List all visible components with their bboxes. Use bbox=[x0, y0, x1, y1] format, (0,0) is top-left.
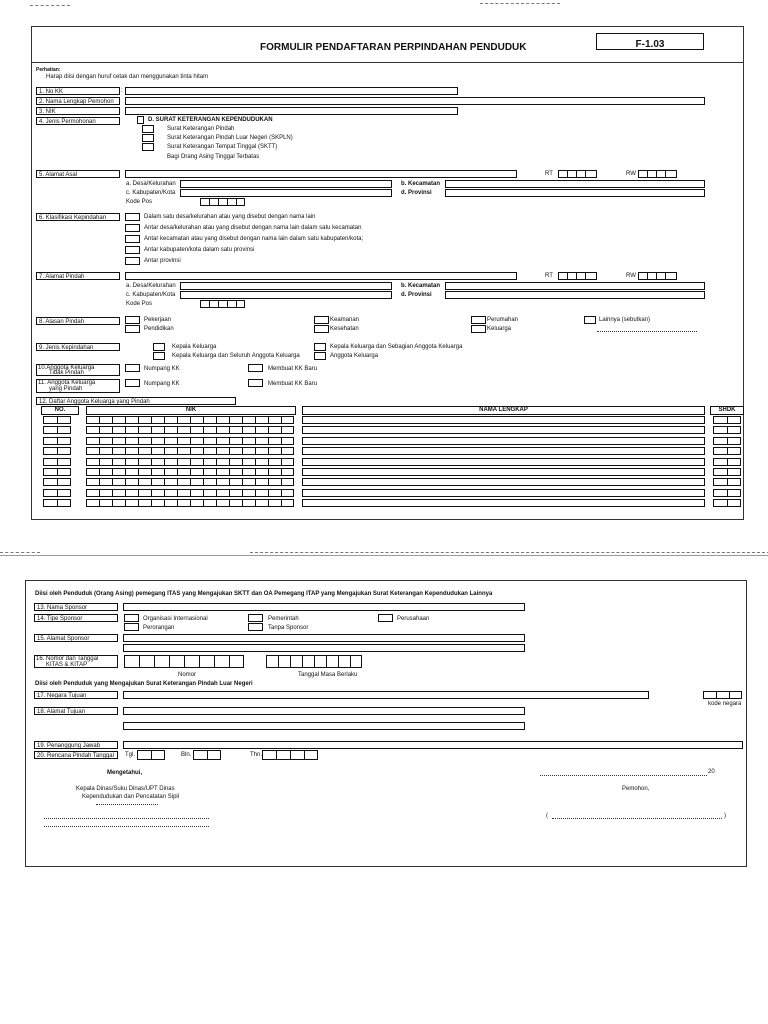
kitas-line1: 16. Nomor dan Tanggal bbox=[36, 656, 99, 662]
thn-label: Thn. bbox=[250, 752, 263, 758]
pemohon-signature-line[interactable] bbox=[552, 818, 722, 819]
row-nik-cells[interactable] bbox=[86, 468, 294, 476]
checkbox-kesehatan[interactable] bbox=[314, 325, 329, 333]
lainnya-line[interactable] bbox=[597, 331, 697, 332]
form-code-box bbox=[596, 33, 704, 50]
sponsor-tanpa: Tanpa Sponsor bbox=[268, 625, 309, 631]
checkbox-perorangan[interactable] bbox=[124, 623, 139, 631]
header-no bbox=[41, 406, 79, 415]
label-negara-tujuan: 17. Negara Tujuan bbox=[34, 691, 118, 699]
row-shdk-cells[interactable] bbox=[713, 426, 741, 434]
kecamatan-label: b. Kecamatan bbox=[401, 283, 441, 289]
row-shdk-cells[interactable] bbox=[713, 458, 741, 466]
desa-label: a. Desa/Kelurahan bbox=[126, 283, 176, 289]
kepindahan-kk-seluruh: Kepala Keluarga dan Seluruh Anggota Keluarga bbox=[172, 353, 300, 359]
tidak-pindah-baru: Membuat KK Baru bbox=[268, 366, 318, 372]
date-place-line[interactable] bbox=[540, 775, 707, 776]
label-alasan: 8. Alasan Pindah bbox=[36, 317, 120, 325]
kodepos-label: Kode Pos bbox=[126, 199, 153, 205]
kepindahan-anggota: Anggota Keluarga bbox=[330, 353, 379, 359]
nama-pemohon-field[interactable] bbox=[125, 97, 705, 105]
row-no-cells[interactable] bbox=[43, 499, 71, 507]
desa-label: a. Desa/Kelurahan bbox=[126, 181, 176, 187]
kode-negara-cells[interactable] bbox=[703, 691, 742, 699]
date-suffix: 20 bbox=[708, 769, 715, 775]
alasan-pendidikan: Pendidikan bbox=[144, 326, 174, 332]
kabupaten-asal-field[interactable] bbox=[180, 189, 392, 197]
sponsor-perusahaan: Perusahaan bbox=[397, 616, 430, 622]
row-no-cells[interactable] bbox=[43, 458, 71, 466]
anggota-pindah-line1: 11. Anggota Keluarga bbox=[38, 380, 96, 386]
checkbox-pendidikan[interactable] bbox=[125, 325, 140, 333]
section2-intro: Diisi oleh Penduduk (Orang Asing) pemegang ITAS yang Mengajukan SKTT dan OA Pemegang ITAP yang Mengajukan Surat Keterangan Kependudukan Lainnya bbox=[35, 591, 493, 597]
checkbox-lainnya[interactable] bbox=[584, 316, 596, 324]
row-no-cells[interactable] bbox=[43, 478, 71, 486]
provinsi-label: d. Provinsi bbox=[401, 190, 432, 196]
kecamatan-asal-field[interactable] bbox=[445, 180, 705, 188]
kecamatan-label: b. Kecamatan bbox=[401, 181, 441, 187]
row-no-cells[interactable] bbox=[43, 468, 71, 476]
row-name-field[interactable] bbox=[302, 426, 705, 434]
header-nik bbox=[86, 406, 296, 415]
option-skp: Surat Keterangan Pindah bbox=[167, 126, 235, 132]
alamat-pindah-field[interactable] bbox=[125, 272, 517, 280]
section2-sub-intro: Diisi oleh Penduduk yang Mengajukan Surat Keterangan Pindah Luar Negeri bbox=[35, 681, 253, 687]
checkbox-kk-seluruh[interactable] bbox=[153, 352, 165, 360]
checkbox-pindah-baru[interactable] bbox=[248, 379, 263, 387]
klasifikasi-1: Dalam satu desa/kelurahan atau yang disebut dengan nama lain bbox=[144, 214, 316, 220]
row-shdk-cells[interactable] bbox=[713, 478, 741, 486]
label-alamat-pindah: 7. Alamat Pindah bbox=[36, 272, 120, 280]
pindah-baru: Membuat KK Baru bbox=[268, 381, 318, 387]
anggota-pindah-line2: yang Pindah bbox=[49, 386, 83, 392]
pindah-numpang: Numpang KK bbox=[144, 381, 180, 387]
label-sponsor-type: 14. Tipe Sponsor bbox=[34, 614, 118, 622]
kepindahan-kk-sebagian: Kepala Keluarga dan Sebagian Anggota Keluarga bbox=[330, 344, 463, 350]
label-sponsor-name: 13. Nama Sponsor bbox=[34, 603, 118, 611]
option-oa: Bagi Orang Asing Tinggal Terbatas bbox=[167, 154, 260, 160]
klasifikasi-2: Antar desa/kelurahan atau yang disebut dengan nama lain dalam satu kecamatan bbox=[144, 225, 362, 231]
checkbox-kk-sebagian[interactable] bbox=[314, 343, 326, 351]
row-no-cells[interactable] bbox=[43, 416, 71, 424]
label-klasifikasi: 6. Klasifikasi Kepindahan bbox=[36, 213, 120, 221]
sponsor-perorangan: Perorangan bbox=[143, 625, 175, 631]
row-nik-cells[interactable] bbox=[86, 478, 294, 486]
form-title: FORMULIR PENDAFTARAN PERPINDAHAN PENDUDUK bbox=[260, 42, 527, 53]
bln-label: Bln. bbox=[181, 752, 192, 758]
checkbox-sktt[interactable] bbox=[142, 143, 154, 151]
label-jenis-kepindahan: 9. Jenis Kepindahan bbox=[36, 343, 120, 351]
alasan-keluarga: Keluarga bbox=[487, 326, 512, 332]
checkbox-pemerintah[interactable] bbox=[248, 614, 263, 622]
checkbox-org-intl[interactable] bbox=[124, 614, 139, 622]
pemohon-label: Pemohon, bbox=[622, 786, 650, 792]
row-name-field[interactable] bbox=[302, 437, 705, 445]
negara-tujuan-field[interactable] bbox=[123, 691, 649, 699]
row-name-field[interactable] bbox=[302, 447, 705, 455]
alamat-tujuan-field-2[interactable] bbox=[123, 722, 525, 730]
label-kitas bbox=[34, 655, 118, 668]
kepala-dinas-line1: Kepala Dinas/Suku Dinas/UPT Dinas bbox=[76, 786, 175, 792]
checkbox-tidak-pindah-numpang[interactable] bbox=[125, 364, 140, 372]
checkbox-klasifikasi-4[interactable] bbox=[125, 246, 140, 254]
row-name-field[interactable] bbox=[302, 489, 705, 497]
checkbox-perumahan[interactable] bbox=[471, 316, 486, 324]
row-nik-cells[interactable] bbox=[86, 426, 294, 434]
checkbox-tanpa[interactable] bbox=[248, 623, 263, 631]
row-shdk-cells[interactable] bbox=[713, 416, 741, 424]
checkbox-perusahaan[interactable] bbox=[378, 614, 393, 622]
header-no-text: NO. bbox=[54, 407, 66, 413]
kabupaten-label: c. Kabupaten/Kota bbox=[126, 292, 176, 298]
checkbox-kk[interactable] bbox=[153, 343, 165, 351]
kitas-nomor-caption: Nomor bbox=[178, 672, 197, 678]
alasan-perumahan: Perumahan bbox=[487, 317, 519, 323]
kecamatan-pindah-field[interactable] bbox=[445, 282, 705, 290]
header-shdk-text: SHDK bbox=[718, 407, 736, 413]
nik-field[interactable] bbox=[125, 107, 458, 115]
rt-cells[interactable] bbox=[558, 170, 597, 178]
kepala-name-line[interactable] bbox=[44, 826, 209, 827]
klasifikasi-5: Antar provinsi bbox=[144, 258, 181, 264]
provinsi-pindah-field[interactable] bbox=[445, 291, 705, 299]
row-shdk-cells[interactable] bbox=[713, 437, 741, 445]
row-shdk-cells[interactable] bbox=[713, 447, 741, 455]
rt-label: RT bbox=[545, 171, 553, 177]
option-sktt: Surat Keterangan Tempat Tinggal (SKTT) bbox=[167, 144, 278, 150]
rw-label: RW bbox=[626, 273, 636, 279]
checkbox-skpln[interactable] bbox=[142, 134, 154, 142]
checkbox-keamanan[interactable] bbox=[314, 316, 329, 324]
checkbox-pindah-numpang[interactable] bbox=[125, 379, 140, 387]
kepala-signature-line[interactable] bbox=[44, 818, 209, 819]
label-anggota-pindah bbox=[36, 379, 120, 393]
row-shdk-cells[interactable] bbox=[713, 499, 741, 507]
checkbox-klasifikasi-5[interactable] bbox=[125, 257, 140, 265]
kabupaten-label: c. Kabupaten/Kota bbox=[126, 190, 176, 196]
tgl-cells[interactable] bbox=[137, 750, 165, 760]
label-nama-pemohon: 2. Nama Lengkap Pemohon bbox=[36, 97, 120, 105]
header-nik-text: NIK bbox=[185, 407, 197, 413]
thn-cells[interactable] bbox=[262, 750, 318, 760]
row-name-field[interactable] bbox=[302, 416, 705, 424]
checkbox-keluarga[interactable] bbox=[471, 325, 486, 333]
rw-cells[interactable] bbox=[638, 170, 677, 178]
option-skpln: Surat Keterangan Pindah Luar Negeri (SKPLN) bbox=[167, 135, 293, 141]
form-code: F-1.03 bbox=[635, 39, 665, 50]
row-nik-cells[interactable] bbox=[86, 499, 294, 507]
row-no-cells[interactable] bbox=[43, 447, 71, 455]
label-alamat-tujuan: 18. Alamat Tujuan bbox=[34, 707, 118, 715]
mengetahui-label: Mengetahui, bbox=[107, 770, 143, 776]
anggota-tidak-pindah-line1: 10.Anggota Keluarga bbox=[38, 365, 95, 371]
paren-open: ( bbox=[546, 813, 548, 819]
bln-cells[interactable] bbox=[193, 750, 221, 760]
label-daftar-anggota: 12. Daftar Anggota Keluarga yang Pindah bbox=[36, 397, 236, 405]
tgl-label: Tgl. bbox=[125, 752, 136, 758]
label-rencana: 20. Rencana Pindah Tanggal bbox=[34, 751, 118, 759]
label-penanggung: 19. Penanggung Jawab bbox=[34, 741, 118, 749]
kode-negara-caption: kode negara bbox=[708, 701, 742, 707]
row-no-cells[interactable] bbox=[43, 437, 71, 445]
alamat-asal-field[interactable] bbox=[125, 170, 517, 178]
kitas-tanggal-caption: Tanggal Masa Berlaku bbox=[298, 672, 358, 678]
row-shdk-cells[interactable] bbox=[713, 489, 741, 497]
rt-label: RT bbox=[545, 273, 553, 279]
penanggung-field[interactable] bbox=[123, 741, 743, 749]
notice-title: Perhatian: bbox=[36, 67, 61, 73]
alasan-kesehatan: Kesehatan bbox=[330, 326, 359, 332]
sponsor-pemerintah: Pemerintah bbox=[268, 616, 299, 622]
row-name-field[interactable] bbox=[302, 499, 705, 507]
provinsi-label: d. Provinsi bbox=[401, 292, 432, 298]
no-kk-field[interactable] bbox=[125, 87, 458, 95]
row-nik-cells[interactable] bbox=[86, 447, 294, 455]
jenis-permohonan-title: D. SURAT KETERANGAN KEPENDUDUKAN bbox=[148, 117, 273, 123]
desa-asal-field[interactable] bbox=[180, 180, 392, 188]
alasan-keamanan: Keamanan bbox=[330, 317, 360, 323]
label-no-kk: 1. No KK bbox=[36, 87, 120, 95]
checkbox-surat-keterangan[interactable] bbox=[137, 116, 144, 124]
alamat-tujuan-field-1[interactable] bbox=[123, 707, 525, 715]
header-divider bbox=[31, 62, 744, 63]
rw-pindah-cells[interactable] bbox=[638, 272, 677, 280]
row-nik-cells[interactable] bbox=[86, 458, 294, 466]
klasifikasi-3: Antar kecamatan atau yang disebut dengan nama lain dalam satu kabupaten/kota; bbox=[144, 236, 364, 242]
row-name-field[interactable] bbox=[302, 458, 705, 466]
header-nama-text: NAMA LENGKAP bbox=[479, 407, 528, 413]
rw-label: RW bbox=[626, 171, 636, 177]
checkbox-klasifikasi-3[interactable] bbox=[125, 235, 140, 243]
label-nik: 3. NIK bbox=[36, 107, 120, 115]
row-shdk-cells[interactable] bbox=[713, 468, 741, 476]
checkbox-tidak-pindah-baru[interactable] bbox=[248, 364, 263, 372]
kepala-nip-line bbox=[96, 804, 158, 805]
kodepos-pindah-cells[interactable] bbox=[200, 300, 245, 308]
sponsor-org-intl: Organisasi Internasional bbox=[143, 616, 208, 622]
provinsi-asal-field[interactable] bbox=[445, 189, 705, 197]
checkbox-klasifikasi-1[interactable] bbox=[125, 213, 140, 221]
tidak-pindah-numpang: Numpang KK bbox=[144, 366, 180, 372]
kodepos-asal-cells[interactable] bbox=[200, 198, 245, 206]
sponsor-address-field-1[interactable] bbox=[123, 634, 525, 642]
row-name-field[interactable] bbox=[302, 468, 705, 476]
label-alamat-asal: 5. Alamat Asal bbox=[36, 170, 120, 178]
checkbox-anggota[interactable] bbox=[314, 352, 326, 360]
kitas-line2: KITAS & KITAP bbox=[46, 662, 88, 668]
label-sponsor-address: 15. Alamat Sponsor bbox=[34, 634, 118, 642]
kodepos-label: Kode Pos bbox=[126, 301, 153, 307]
label-jenis-permohonan: 4. Jenis Permohonan bbox=[36, 117, 120, 125]
sponsor-address-field-2[interactable] bbox=[123, 644, 525, 652]
sponsor-name-field[interactable] bbox=[123, 603, 525, 611]
kitas-number-cells[interactable] bbox=[124, 655, 244, 668]
row-nik-cells[interactable] bbox=[86, 489, 294, 497]
notice-text: Harap diisi dengan huruf cetak dan menggunakan tinta hitam bbox=[46, 74, 209, 80]
checkbox-pekerjaan[interactable] bbox=[125, 316, 140, 324]
header-nama bbox=[302, 406, 705, 415]
paren-close: ) bbox=[724, 813, 726, 819]
kabupaten-pindah-field[interactable] bbox=[180, 291, 392, 299]
row-nik-cells[interactable] bbox=[86, 416, 294, 424]
row-name-field[interactable] bbox=[302, 478, 705, 486]
row-no-cells[interactable] bbox=[43, 489, 71, 497]
kepala-dinas-line2: Kependudukan dan Pencatatan Sipil bbox=[82, 794, 180, 800]
desa-pindah-field[interactable] bbox=[180, 282, 392, 290]
checkbox-skp[interactable] bbox=[142, 125, 154, 133]
row-nik-cells[interactable] bbox=[86, 437, 294, 445]
label-anggota-tidak-pindah bbox=[36, 364, 120, 376]
row-no-cells[interactable] bbox=[43, 426, 71, 434]
header-shdk bbox=[710, 406, 744, 415]
kepindahan-kk: Kepala Keluarga bbox=[172, 344, 217, 350]
alasan-pekerjaan: Pekerjaan bbox=[144, 317, 172, 323]
checkbox-klasifikasi-2[interactable] bbox=[125, 224, 140, 232]
kitas-date-cells[interactable] bbox=[266, 655, 362, 668]
rt-pindah-cells[interactable] bbox=[558, 272, 597, 280]
colon: : bbox=[121, 88, 123, 94]
alasan-lainnya: Lainnya (sebutkan) bbox=[599, 317, 651, 323]
anggota-tidak-pindah-line2: Tidak Pindah bbox=[49, 370, 84, 376]
klasifikasi-4: Antar kabupaten/kota dalam satu provinsi bbox=[144, 247, 255, 253]
